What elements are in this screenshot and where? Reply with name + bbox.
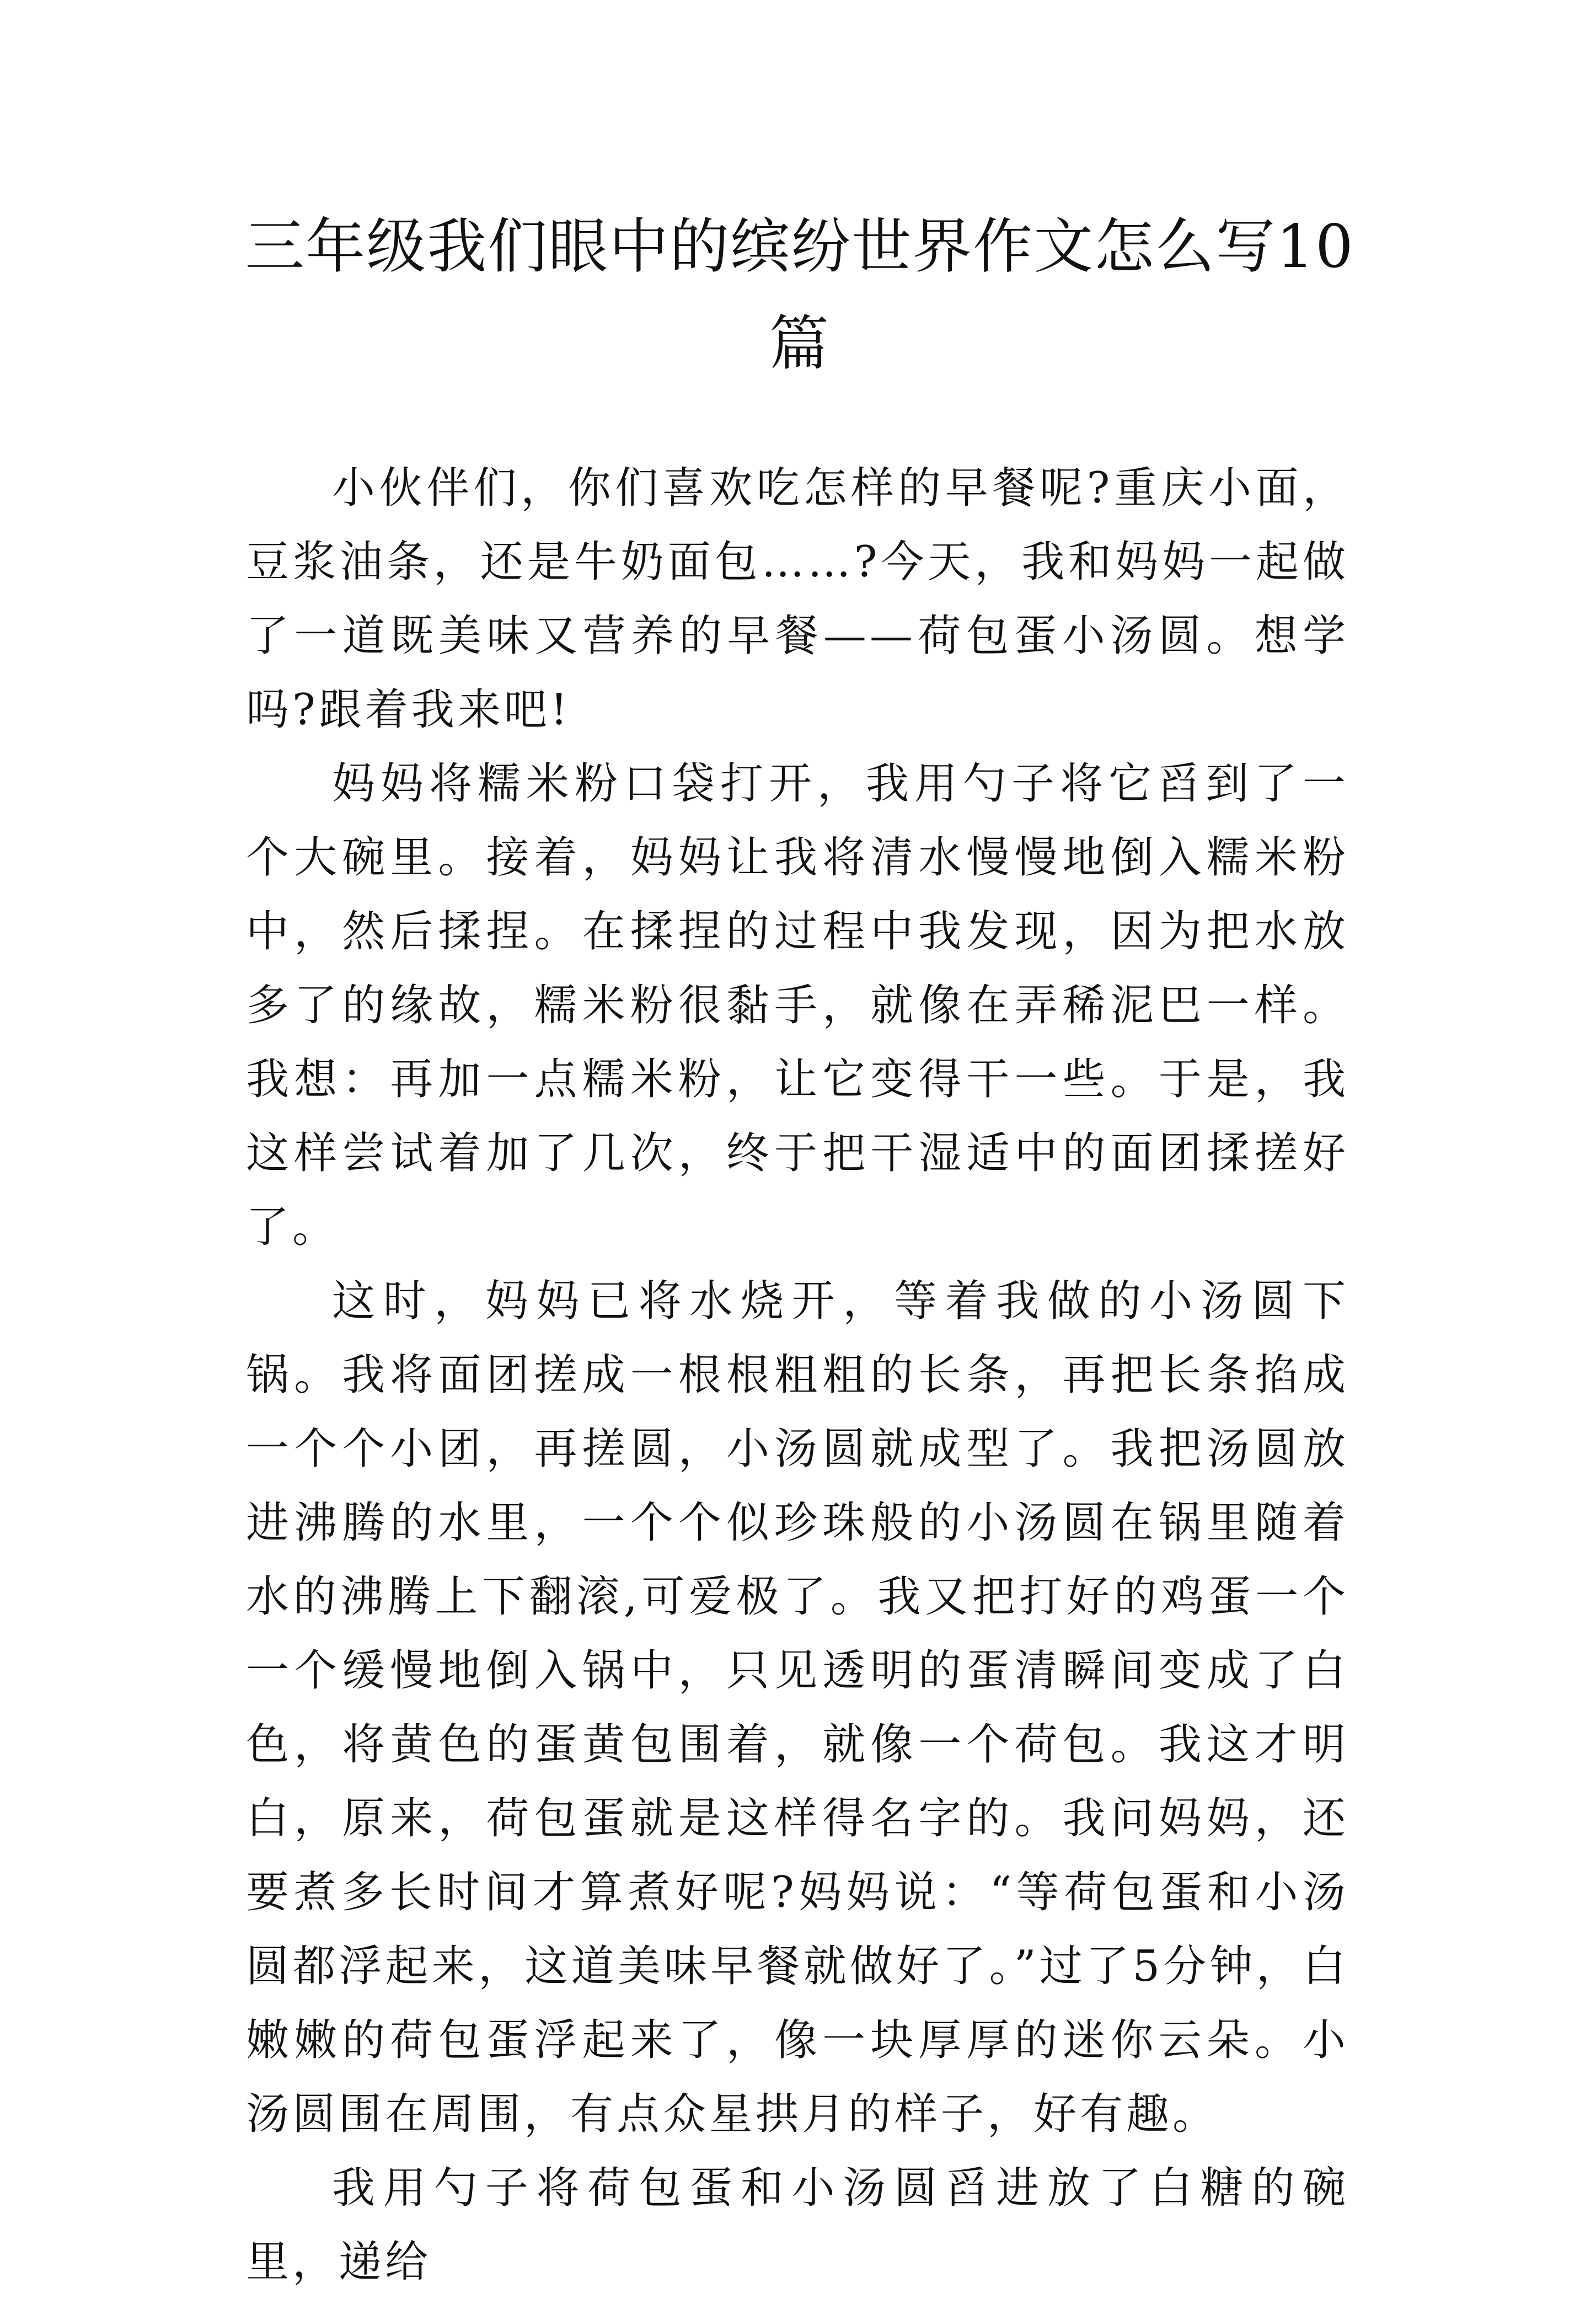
document-title: 三年级我们眼中的缤纷世界作文怎么写10篇 [245,212,1354,378]
paragraph-4: 我用勺子将荷包蛋和小汤圆舀进放了白糖的碗里，递给 [246,2163,1349,2287]
paragraph-3: 这时，妈妈已将水烧开，等着我做的小汤圆下锅。我将面团搓成一根根粗粗的长条，再把长条掐成一个个小团，再搓圆，小汤圆就成型了。我把汤圆放进沸腾的水里，一个个似珍珠般的小汤圆在锅里随着水的沸腾上下翻滚,可爱极了。我又把打好的鸡蛋一个一个缓慢地倒入锅中，只见透明的蛋清瞬间变成了白色，将黄色的蛋黄包围着，就像一个荷包。我这才明白，原来，荷包蛋就是这样得名字的。我问妈妈，还要煮多长时间才算煮好呢?妈妈说：“等荷包蛋和小汤圆都浮起来，这道美味早餐就做好了。”过了5分钟，白嫩嫩的荷包蛋浮起来了，像一块厚厚的迷你云朵。小汤圆围在周围，有点众星拱月的样子，好有趣。 [246,1276,1349,2139]
paragraph-1: 小伙伴们，你们喜欢吃怎样的早餐呢?重庆小面，豆浆油条，还是牛奶面包……?今天，我和妈妈一起做了一道既美味又营养的早餐——荷包蛋小汤圆。想学吗?跟着我来吧! [246,463,1349,735]
paragraph-2: 妈妈将糯米粉口袋打开，我用勺子将它舀到了一个大碗里。接着，妈妈让我将清水慢慢地倒入糯米粉中，然后揉捏。在揉捏的过程中我发现，因为把水放多了的缘故，糯米粉很黏手，就像在弄稀泥巴一样。我想：再加一点糯米粉，让它变得干一些。于是，我这样尝试着加了几次，终于把干湿适中的面团揉搓好了。 [246,759,1349,1252]
document-body [246,451,1349,2299]
